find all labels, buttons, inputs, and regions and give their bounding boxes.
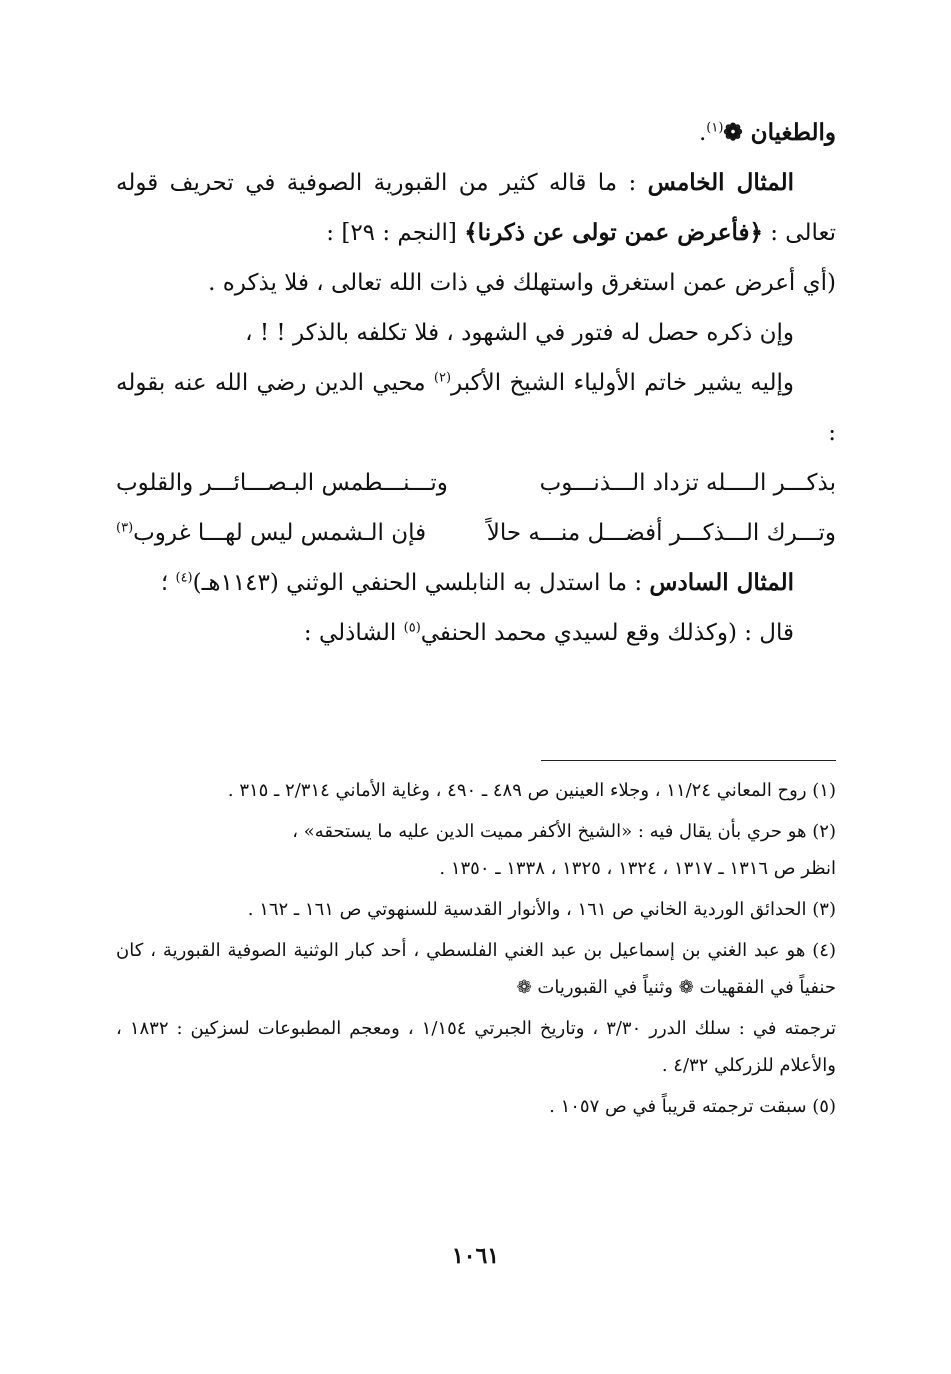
line-1-end: .	[698, 120, 707, 146]
main-text	[116, 108, 836, 658]
footnote-separator	[541, 760, 836, 761]
quran-verse: ﴿فأعرض عمن تولى عن ذكرنا﴾	[464, 219, 763, 246]
verse-2-first-hemistich: وتـــرك الـــذكـــر أفضـــل منـــه حالاً	[486, 520, 836, 546]
example-6-paragraph	[116, 558, 836, 608]
qal-paragraph	[116, 608, 836, 658]
qal-text-b: الشاذلي :	[303, 620, 397, 646]
example-6-text: : ما استدل به النابلسي الحنفي الوثني (١١٤٣هـ)	[192, 570, 643, 596]
paragraph-3	[116, 358, 836, 458]
example-5-paragraph	[116, 158, 836, 258]
poem-verse-2	[116, 508, 836, 558]
example-5-text: : ما قاله كثير من القبورية الصوفية في تحريف قوله تعالى :	[116, 170, 836, 246]
line-1	[116, 108, 836, 158]
footnotes	[116, 772, 836, 1129]
footnote-ref-5[interactable]: (٥)	[403, 620, 421, 636]
example-6-label: المثال السادس	[649, 569, 794, 596]
verse-1-first-hemistich: بذكـــر الــــله تزداد الـــذنـــوب	[539, 470, 836, 496]
footnote-ref-3[interactable]: (٣)	[116, 520, 134, 536]
paragraph-3-a: وإليه يشير خاتم الأولياء الشيخ الأكبر	[451, 370, 795, 396]
footnote-4: (٤) هو عبد الغني بن إسماعيل بن عبد الغني الفلسطي ، أحد كبار الوثنية الصوفية القبورية ، كان حنفياً في الفقهيات ❁ وثنياً في القبوريات ❁	[116, 940, 836, 998]
footnote-3: (٣) الحدائق الوردية الخاني ص ١٦١ ، والأنوار القدسية للسنهوتي ص ١٦١ ـ ١٦٢ .	[247, 899, 836, 920]
quran-citation: [النجم : ٢٩] :	[326, 220, 457, 246]
footnote-ref-4[interactable]: (٤)	[175, 570, 193, 586]
line-1-text: والطغيان ❁	[723, 119, 836, 146]
quote-2: وإن ذكره حصل له فتور في الشهود ، فلا تكلفه بالذكر ! ! ،	[245, 320, 794, 346]
footnote-1: (١) روح المعاني ١١/٢٤ ، وجلاء العينين ص ٤٨٩ ـ ٤٩٠ ، وغاية الأماني ٢/٣١٤ ـ ٣١٥ .	[227, 780, 836, 801]
paragraph-3-b: محيي الدين رضي الله عنه بقوله :	[116, 370, 836, 446]
verse-1-second-hemistich: وتـــنـــطمس البـصـــائـــر والقلوب	[116, 470, 448, 496]
verse-2-second-hemistich	[116, 508, 426, 558]
footnote-ref-2[interactable]: (٢)	[433, 370, 452, 386]
verse-2-second-text: فإن الـشمس ليس لهـــا غروب	[133, 520, 427, 546]
footnote-ref-1[interactable]: (١)	[706, 120, 724, 136]
example-6-end: ؛	[160, 570, 169, 596]
footnote-2-continued: انظر ص ١٣١٦ ـ ١٣١٧ ، ١٣٢٤ ، ١٣٢٥ ، ١٣٣٨ ـ ١٣٥٠ .	[439, 858, 836, 879]
poem-verse-1	[116, 458, 836, 508]
quote-1: (أي أعرض عمن استغرق واستهلك في ذات الله تعالى ، فلا يذكره .	[208, 270, 836, 296]
footnote-2: (٢) هو حري بأن يقال فيه : «الشيخ الأكفر مميت الدين عليه ما يستحقه» ،	[292, 821, 836, 842]
qal-text-a: قال : (وكذلك وقع لسيدي محمد الحنفي	[420, 620, 794, 646]
footnote-4-continued: ترجمته في : سلك الدرر ٣/٣٠ ، وتاريخ الجبرتي ١/١٥٤ ، ومعجم المطبوعات لسزكين : ١٨٣٢ ، والأعلام للزركلي ٤/٣٢ .	[116, 1018, 837, 1076]
example-5-label: المثال الخامس	[647, 169, 795, 196]
page-number: ١٠٦١	[451, 1243, 500, 1269]
footnote-5: (٥) سبقت ترجمته قريباً في ص ١٠٥٧ .	[549, 1096, 836, 1117]
